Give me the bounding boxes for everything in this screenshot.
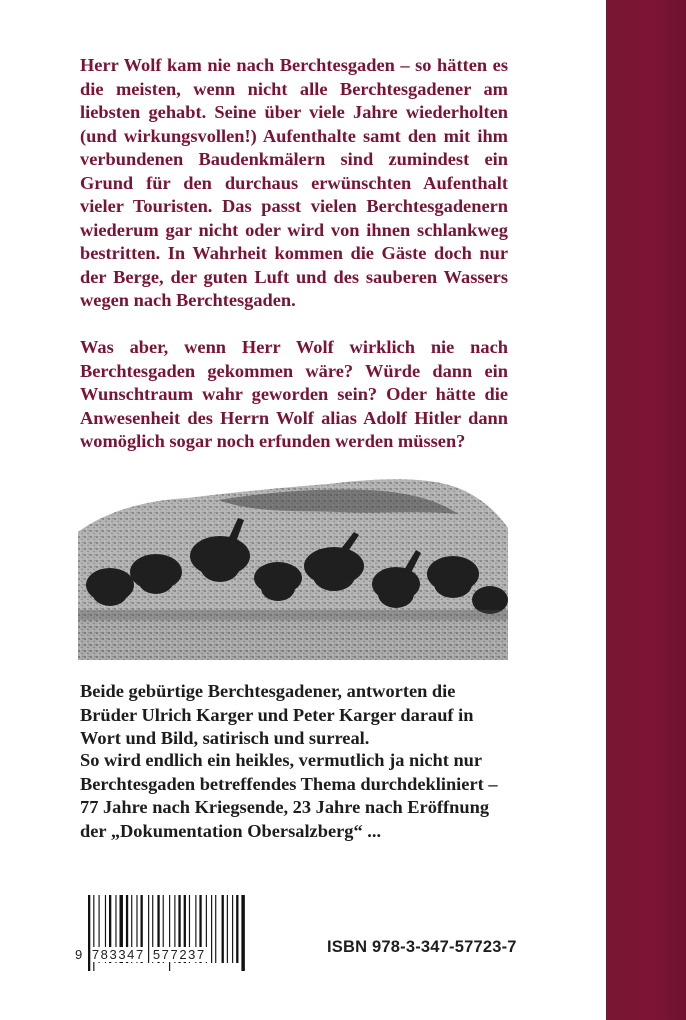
blurb-paragraph-4: So wird endlich ein heikles, vermutlich ja nicht nur Berchtesgaden betreffendes Thema durchdekliniert – 77 Jahre nach Kriegsende, 23 Jahre nach Eröffnung der „Dokumentation Obersalzberg“ ... [80,750,498,841]
barcode-digits [74,947,254,962]
book-spine [606,0,686,1020]
blurb-paragraph-3: Beide gebürtige Berchtesgadener, antworten die Brüder Ulrich Karger und Peter Karger darauf in Wort und Bild, satirisch und surreal. [80,681,474,748]
barcode-digit-lead: 9 [75,947,84,962]
isbn-number: ISBN 978-3-347-57723-7 [327,938,517,956]
silhouette-illustration [78,470,508,660]
barcode-digits-left: 783347 [91,947,145,962]
blurb-paragraph-1: Herr Wolf kam nie nach Berchtesgaden – so hätten es die meisten, wenn nicht alle Berchtesgadener am liebsten gehabt. Seine über viele Jahre wiederholten (und wirkungsvollen!) Aufenthalte samt den mit ihm verbundenen Baudenkmälern sind zumindest ein Grund für den durchaus erwünschten Aufenthalt vieler Touristen. Das passt vielen Berchtesgadenern wiederum gar nicht oder wird von ihnen schlankweg bestritten. In Wahrheit kommen die Gäste doch nur der Berge, der guten Luft und des sauberen Wassers wegen nach Berchtesgaden. [80,55,508,310]
isbn-barcode [76,895,251,975]
barcode-digits-right: 577237 [152,947,206,962]
blurb-paragraph-2: Was aber, wenn Herr Wolf wirklich nie nach Berchtesgaden gekommen wäre? Würde dann ein Wunschtraum wahr geworden sein? Oder hätte die Anwesenheit des Herrn Wolf alias Adolf Hitler dann womöglich sogar noch erfunden werden müssen? [80,337,508,451]
